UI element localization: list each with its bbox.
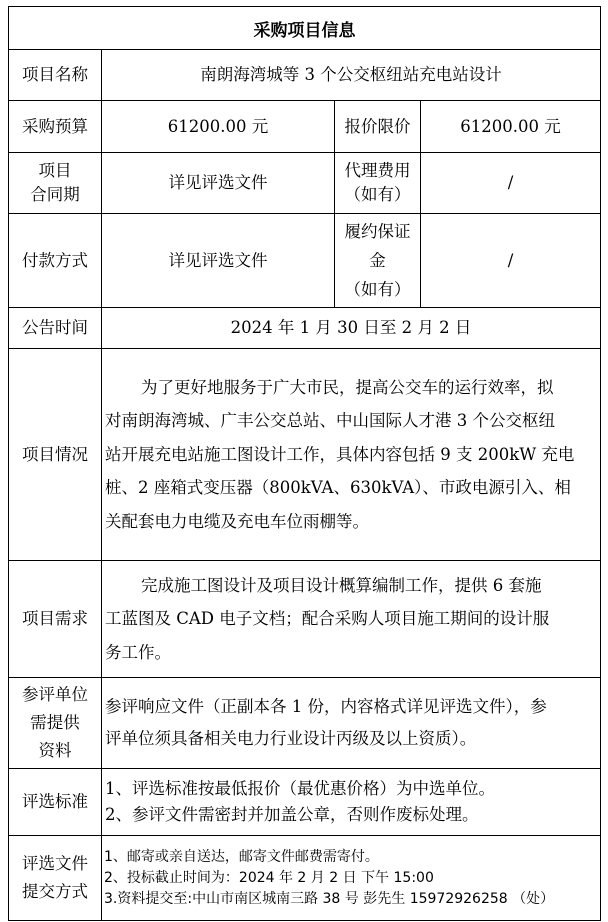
agency-fee-value: /: [421, 153, 601, 214]
project-name-label: 项目名称: [9, 50, 102, 101]
requirement-line: 完成施工图设计及项目设计概算编制工作，提供 6 套施: [141, 575, 542, 595]
agency-fee-label: [335, 153, 421, 214]
budget-label: 采购预算: [9, 101, 102, 153]
bidder-docs-label: [9, 678, 102, 769]
submission-line: 2、投标截止时间为：2024 年 2 月 2 日 下午 15:00: [104, 869, 434, 886]
announcement-value: 2024 年 1 月 30 日至 2 月 2 日: [102, 308, 601, 349]
requirement-line: 工蓝图及 CAD 电子文档；配合采购人项目施工期间的设计服: [105, 609, 550, 629]
criteria-row: [9, 769, 601, 836]
bidder-docs-label-line: 资料: [38, 741, 72, 760]
situation-line: 关配套电力电缆及充电车位雨棚等。: [105, 511, 369, 531]
title-row: [9, 7, 601, 50]
budget-row: [9, 101, 601, 153]
bidder-docs-text: [102, 678, 601, 769]
requirement-text: [102, 561, 601, 678]
bidder-docs-label-line: 参评单位: [22, 685, 88, 704]
criteria-line: 2、参评文件需密封并加盖公章，否则作废标处理。: [105, 805, 479, 824]
requirement-row: [9, 561, 601, 678]
price-limit-value: 61200.00 元: [421, 101, 601, 153]
submission-row: [9, 836, 601, 921]
project-name-row: [9, 50, 601, 101]
budget-value: 61200.00 元: [102, 101, 335, 153]
announcement-row: [9, 308, 601, 349]
submission-label-line: 评选文件: [22, 854, 88, 873]
contract-period-label: [9, 153, 102, 214]
bidder-docs-line: 参评响应文件（正副本各 1 份，内容格式详见评选文件），参: [105, 697, 547, 716]
situation-label: 项目情况: [9, 349, 102, 561]
price-limit-label: 报价限价: [335, 101, 421, 153]
situation-row: [9, 349, 601, 561]
situation-line: 为了更好地服务于广大市民，提高公交车的运行效率，拟: [141, 377, 554, 397]
procurement-info-table: [8, 6, 601, 921]
table-title: 采购项目信息: [9, 7, 601, 50]
announcement-label: 公告时间: [9, 308, 102, 349]
submission-text: [102, 836, 601, 921]
contract-period-value: 详见评选文件: [102, 153, 335, 214]
agency-fee-label-line: （如有）: [344, 185, 411, 204]
payment-label: 付款方式: [9, 214, 102, 308]
payment-value: 详见评选文件: [102, 214, 335, 308]
agency-fee-label-line: 代理费用: [344, 161, 411, 180]
contract-period-row: [9, 153, 601, 214]
situation-line: 对南朗海湾城、广丰公交总站、中山国际人才港 3 个公交枢纽: [105, 411, 555, 431]
bidder-docs-label-line: 需提供: [30, 713, 80, 732]
project-name-value: 南朗海湾城等 3 个公交枢纽站充电站设计: [102, 50, 601, 101]
performance-bond-label: [335, 214, 421, 308]
criteria-line: 1、评选标准按最低报价（最优惠价格）为中选单位。: [105, 779, 495, 798]
bidder-docs-line: 评单位须具备相关电力行业设计丙级及以上资质）。: [105, 729, 477, 748]
criteria-text: [102, 769, 601, 836]
performance-bond-value: /: [421, 214, 601, 308]
situation-line: 站开展充电站施工图设计工作，具体内容包括 9 支 200kW 充电: [105, 444, 575, 464]
contract-period-label-line: 项目: [38, 161, 72, 180]
requirement-label: 项目需求: [9, 561, 102, 678]
performance-bond-label-line: 金: [369, 251, 386, 270]
contract-period-label-line: 合同期: [30, 185, 80, 204]
requirement-line: 务工作。: [105, 642, 171, 662]
submission-line: 3.资料提交至:中山市南区城南三路 38 号 彭先生 15972926258 （处）: [104, 890, 555, 907]
payment-row: [9, 214, 601, 308]
bidder-docs-row: [9, 678, 601, 769]
performance-bond-label-line: （如有）: [344, 280, 411, 299]
criteria-label: 评选标准: [9, 769, 102, 836]
submission-label-line: 提交方式: [22, 882, 88, 901]
situation-text: [102, 349, 601, 561]
situation-line: 桩、2 座箱式变压器（800kVA、630kVA）、市政电源引入、相: [105, 478, 571, 498]
submission-line: 1、邮寄或亲自送达，邮寄文件邮费需寄付。: [104, 848, 379, 865]
performance-bond-label-line: 履约保证: [344, 222, 411, 241]
submission-label: [9, 836, 102, 921]
